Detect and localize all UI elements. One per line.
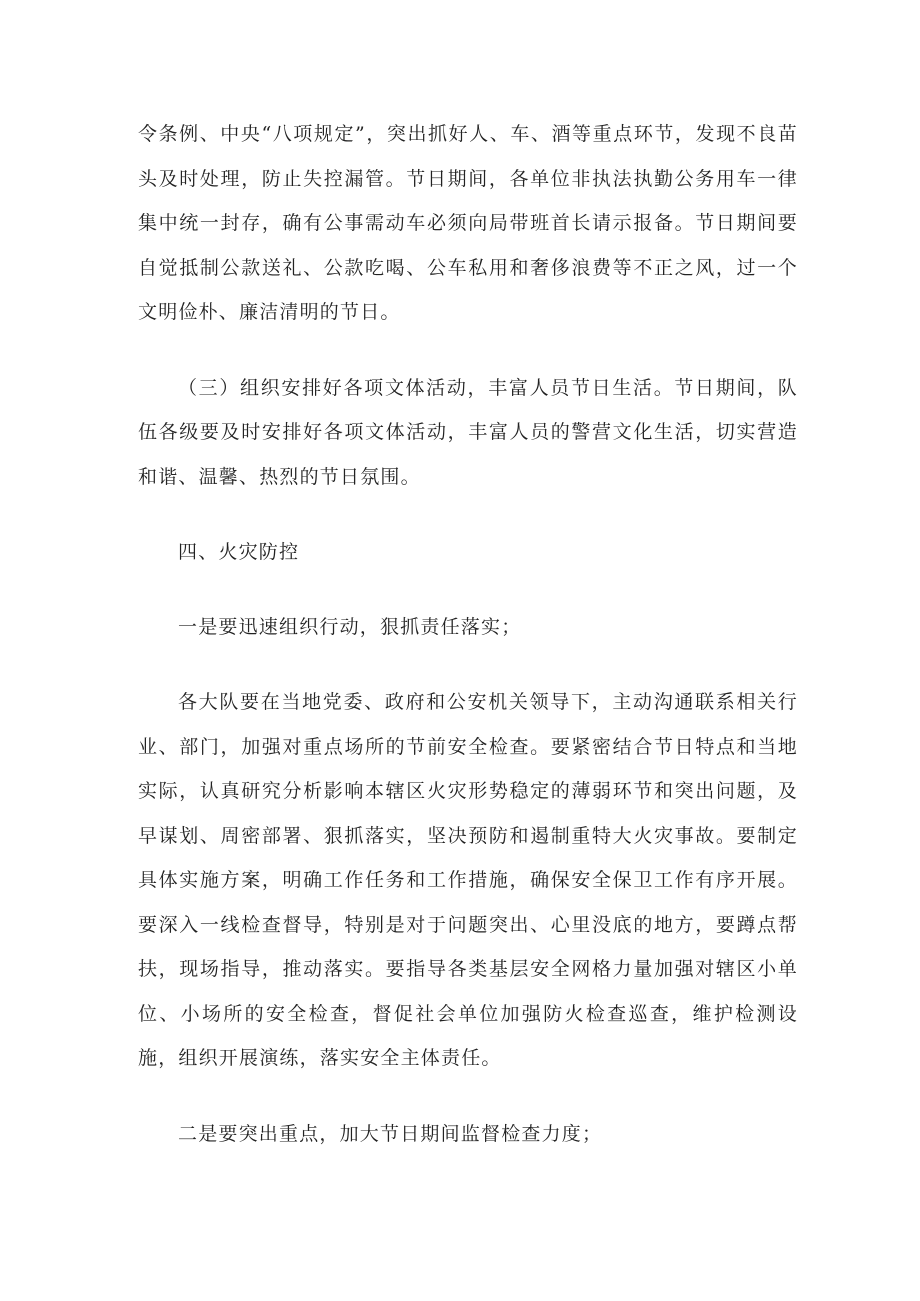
section-heading-fire-prevention: 四、火灾防控 [178,541,300,563]
paragraph-spacer [138,335,798,366]
paragraph-spacer [138,575,798,605]
paragraph-discipline-continued: 令条例、中央“八项规定”，突出抓好人、车、酒等重点环节，发现不良苗头及时处理，防止失控漏管。节日期间，各单位非执法执勤公务用车一律集中统一封存，确有公事需动车必须向局带班首长请示报备。节日期间要自觉抵制公款送礼、公款吃喝、公车私用和奢侈浪费等不正之风，过一个文明俭朴、廉洁清明的节日。 [138,123,798,323]
document-body [138,112,798,1156]
paragraph-spacer [138,649,798,680]
paragraph-item-one-body: 各大队要在当地党委、政府和公安机关领导下，主动沟通联系相关行业、部门，加强对重点场所的节前安全检查。要紧密结合节日特点和当地实际，认真研究分析影响本辖区火灾形势稳定的薄弱环节和突出问题，及早谋划、周密部署、狠抓落实，坚决预防和遏制重特大火灾事故。要制定具体实施方案，明确工作任务和工作措施，确保安全保卫工作有序开展。要深入一线检查督导，特别是对于问题突出、心里没底的地方，要蹲点帮扶，现场指导，推动落实。要指导各类基层安全网格力量加强对辖区小单位、小场所的安全检查，督促社会单位加强防火检查巡查，维护检测设施，组织开展演练，落实安全主体责任。 [138,691,798,1069]
paragraph-item-one-title: 一是要迅速组织行动，狠抓责任落实； [178,615,522,638]
paragraph-cultural-activities: （三）组织安排好各项文体活动，丰富人员节日生活。节日期间，队伍各级要及时安排好各项文体活动，丰富人员的警营文化生活，切实营造和谐、温馨、热烈的节日氛围。 [138,376,798,488]
paragraph-item-two-title: 二是要突出重点，加大节日期间监督检查力度； [178,1122,603,1145]
paragraph-spacer [138,499,798,530]
paragraph-spacer [138,1081,798,1112]
